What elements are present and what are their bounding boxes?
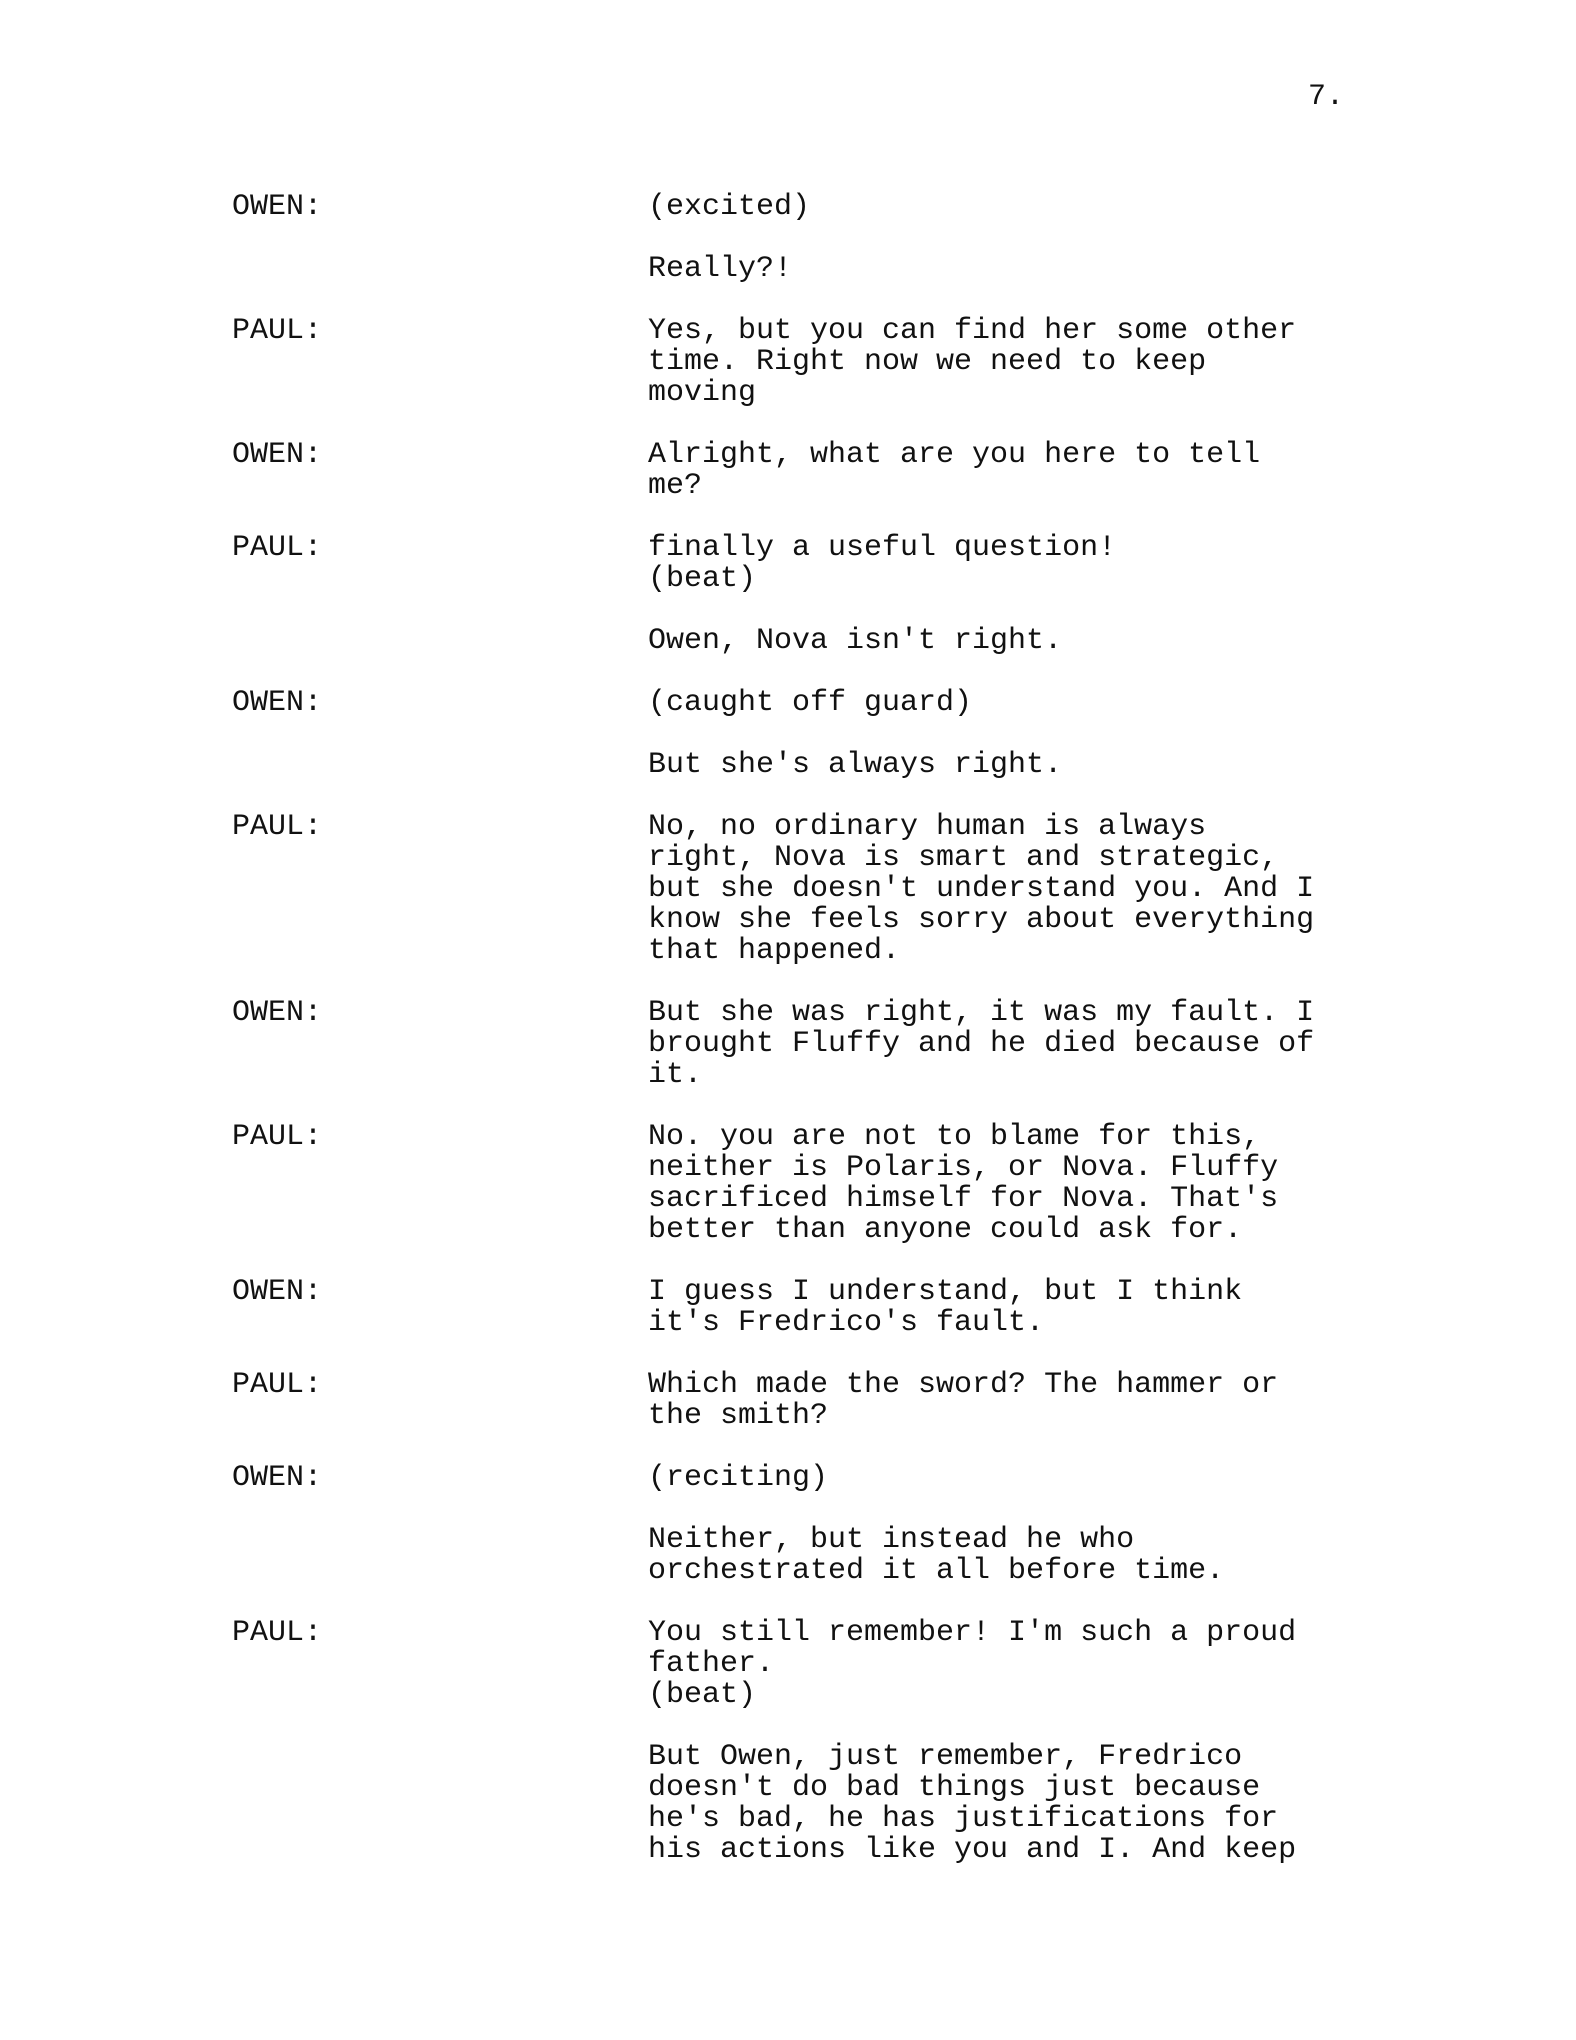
dialogue-line: orchestrated it all before time. — [648, 1554, 1225, 1588]
dialogue-line: moving — [648, 376, 757, 410]
dialogue-line: Alright, what are you here to tell — [648, 438, 1261, 472]
character-name: OWEN: — [232, 686, 323, 720]
character-name: OWEN: — [232, 1275, 323, 1309]
dialogue-line — [648, 595, 1432, 626]
dialogue-lines — [648, 533, 1432, 657]
character-name: PAUL: — [232, 810, 323, 844]
dialogue-lines — [648, 192, 1432, 285]
dialogue-line — [648, 223, 1432, 254]
character-name: PAUL: — [232, 314, 323, 348]
dialogue-line: I guess I understand, but I think — [648, 1275, 1243, 1309]
dialogue-block — [232, 1122, 1432, 1246]
dialogue-line: time. Right now we need to keep — [648, 345, 1207, 379]
dialogue-lines — [648, 688, 1432, 781]
dialogue-lines — [648, 812, 1432, 967]
dialogue-line: know she feels sorry about everything — [648, 903, 1315, 937]
dialogue-block — [232, 192, 1432, 285]
dialogue-line: (reciting) — [648, 1461, 829, 1495]
dialogue-lines — [648, 1122, 1432, 1246]
dialogue-lines — [648, 998, 1432, 1091]
dialogue-lines — [648, 1370, 1432, 1432]
dialogue-line: that happened. — [648, 934, 901, 968]
dialogue-block — [232, 1463, 1432, 1587]
dialogue-block — [232, 316, 1432, 409]
dialogue-block — [232, 688, 1432, 781]
character-name: OWEN: — [232, 190, 323, 224]
dialogue-line — [648, 1711, 1432, 1742]
dialogue-line: But she's always right. — [648, 748, 1063, 782]
dialogue-line: No. you are not to blame for this, — [648, 1120, 1261, 1154]
dialogue-line: No, no ordinary human is always — [648, 810, 1207, 844]
dialogue-line: brought Fluffy and he died because of — [648, 1027, 1315, 1061]
character-name: PAUL: — [232, 1616, 323, 1650]
dialogue-line: but she doesn't understand you. And I — [648, 872, 1315, 906]
dialogue-line: You still remember! I'm such a proud — [648, 1616, 1297, 1650]
script-body — [232, 192, 1432, 1897]
character-name: OWEN: — [232, 438, 323, 472]
dialogue-line: sacrificed himself for Nova. That's — [648, 1182, 1279, 1216]
dialogue-line: right, Nova is smart and strategic, — [648, 841, 1279, 875]
dialogue-line: his actions like you and I. And keep — [648, 1833, 1297, 1867]
dialogue-line — [648, 719, 1432, 750]
dialogue-lines — [648, 440, 1432, 502]
character-name: OWEN: — [232, 996, 323, 1030]
dialogue-lines — [648, 1463, 1432, 1587]
dialogue-block — [232, 812, 1432, 967]
dialogue-line: But Owen, just remember, Fredrico — [648, 1740, 1243, 1774]
dialogue-block — [232, 998, 1432, 1091]
dialogue-block — [232, 1277, 1432, 1339]
page-number: 7. — [1308, 80, 1345, 114]
dialogue-line: (beat) — [648, 1678, 757, 1712]
character-name: PAUL: — [232, 1368, 323, 1402]
dialogue-lines — [648, 1277, 1432, 1339]
dialogue-block — [232, 440, 1432, 502]
dialogue-line: (beat) — [648, 562, 757, 596]
dialogue-lines — [648, 1618, 1432, 1866]
dialogue-line: finally a useful question! — [648, 531, 1117, 565]
dialogue-line: Neither, but instead he who — [648, 1523, 1135, 1557]
dialogue-line: Really?! — [648, 252, 793, 286]
dialogue-line: (excited) — [648, 190, 811, 224]
dialogue-block — [232, 1618, 1432, 1866]
dialogue-line: better than anyone could ask for. — [648, 1213, 1243, 1247]
dialogue-line: it's Fredrico's fault. — [648, 1306, 1045, 1340]
dialogue-lines — [648, 316, 1432, 409]
character-name: OWEN: — [232, 1461, 323, 1495]
dialogue-line: he's bad, he has justifications for — [648, 1802, 1279, 1836]
dialogue-block — [232, 533, 1432, 657]
dialogue-line: me? — [648, 469, 703, 503]
dialogue-line: the smith? — [648, 1399, 829, 1433]
dialogue-line: Yes, but you can find her some other — [648, 314, 1297, 348]
dialogue-line: father. — [648, 1647, 775, 1681]
dialogue-line — [648, 1494, 1432, 1525]
dialogue-line: doesn't do bad things just because — [648, 1771, 1261, 1805]
dialogue-line: (caught off guard) — [648, 686, 973, 720]
dialogue-line: neither is Polaris, or Nova. Fluffy — [648, 1151, 1279, 1185]
dialogue-block — [232, 1370, 1432, 1432]
dialogue-line: Which made the sword? The hammer or — [648, 1368, 1279, 1402]
dialogue-line: But she was right, it was my fault. I — [648, 996, 1315, 1030]
dialogue-line: Owen, Nova isn't right. — [648, 624, 1063, 658]
dialogue-line: it. — [648, 1058, 703, 1092]
character-name: PAUL: — [232, 1120, 323, 1154]
character-name: PAUL: — [232, 531, 323, 565]
